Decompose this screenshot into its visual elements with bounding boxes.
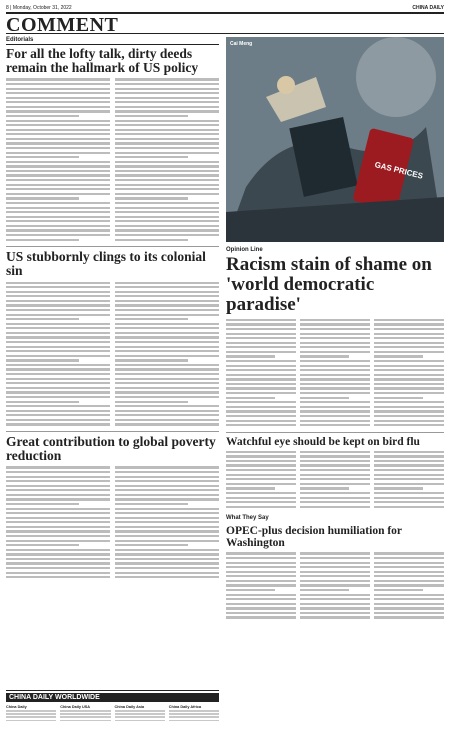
- editorial-cartoon: [226, 37, 444, 242]
- opinion-line-label: Opinion Line: [226, 247, 263, 253]
- footer-col-2: [60, 705, 110, 723]
- bird-flu-body: [226, 451, 444, 511]
- page-topbar: [6, 4, 444, 12]
- editorials-label: Editorials: [6, 37, 219, 45]
- footer-col-3-title: China Daily Asia: [114, 705, 145, 709]
- footer-col-1: [6, 705, 56, 723]
- body-text-lines: [300, 552, 370, 621]
- body-text-lines: [6, 466, 110, 580]
- editorial-body-1: [6, 78, 219, 243]
- body-text-lines: [226, 552, 296, 621]
- footer-col-4: [169, 705, 219, 723]
- editorials-column: [6, 37, 219, 581]
- body-text-lines: [374, 451, 444, 511]
- section-masthead: [6, 12, 444, 34]
- body-text-lines: [226, 451, 296, 511]
- opinion-body: [226, 319, 444, 429]
- body-text-lines: [115, 466, 219, 580]
- cartoon-illustration: [226, 37, 444, 242]
- editorial-headline-3[interactable]: Great contribution to global poverty reduction: [6, 431, 219, 463]
- footer-col-2-title: China Daily USA: [60, 705, 90, 709]
- editorial-body-2: [6, 282, 219, 429]
- section-title: COMMENT: [6, 14, 119, 36]
- opec-headline[interactable]: OPEC-plus decision humiliation for Washington: [226, 525, 402, 550]
- gas-label: GAS PRICES: [373, 160, 424, 181]
- body-text-lines: [300, 451, 370, 511]
- footer-worldwide: [6, 690, 219, 742]
- body-text-lines: [374, 552, 444, 621]
- opinion-column: [226, 37, 444, 621]
- footer-title: CHINA DAILY WORLDWIDE: [6, 693, 219, 702]
- opec-body: [226, 552, 444, 621]
- bird-flu-headline[interactable]: Watchful eye should be kept on bird flu: [226, 432, 444, 448]
- body-text-lines: [115, 78, 219, 243]
- body-text-lines: [374, 319, 444, 429]
- body-text-lines: [300, 319, 370, 429]
- page-info: 8 | Monday, October 31, 2022: [6, 5, 72, 11]
- what-they-say-label: What They Say: [226, 515, 269, 522]
- opinion-headline[interactable]: Racism stain of shame on 'world democratic paradise': [226, 254, 432, 315]
- body-text-lines: [115, 282, 219, 429]
- footer-col-3: [115, 705, 165, 723]
- cartoon-credit: Cai Meng: [230, 41, 253, 47]
- editorial-headline-2[interactable]: US stubbornly clings to its colonial sin: [6, 246, 219, 278]
- body-text-lines: [226, 319, 296, 429]
- footer-col-4-title: China Daily Africa: [168, 705, 202, 709]
- editorial-headline-1[interactable]: For all the lofty talk, dirty deeds remain the hallmark of US policy: [6, 46, 199, 76]
- footer-col-1-title: China Daily: [6, 705, 27, 709]
- body-text-lines: [6, 78, 110, 243]
- body-text-lines: [6, 282, 110, 429]
- paper-name: CHINA DAILY: [412, 5, 444, 11]
- editorial-body-3: [6, 466, 219, 580]
